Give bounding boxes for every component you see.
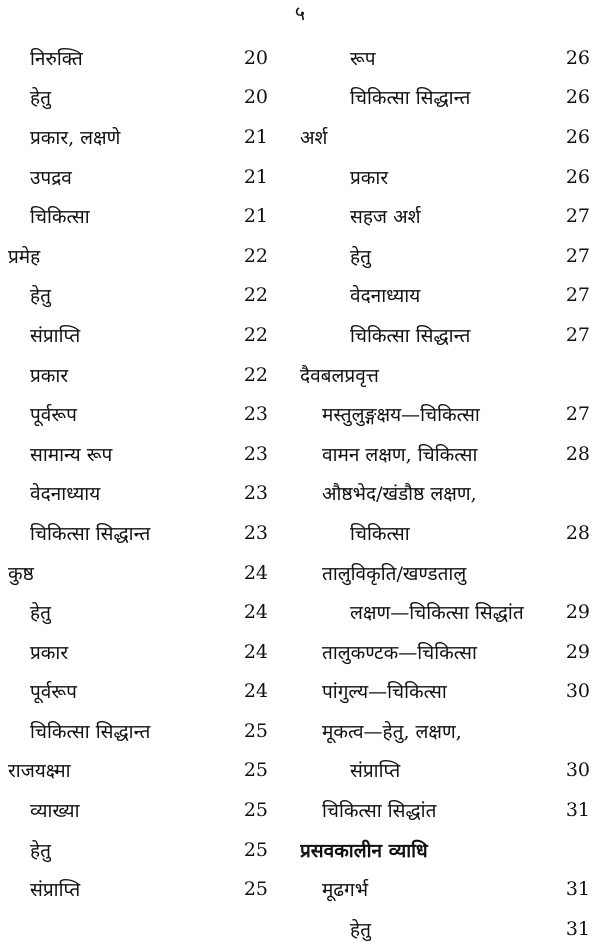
toc-entry: [300, 592, 590, 632]
toc-entry-page: 30: [565, 680, 590, 703]
toc-entry: [300, 355, 590, 395]
toc-entry: [300, 632, 590, 672]
toc-entry: [300, 196, 590, 236]
toc-entry-page: 24: [243, 640, 268, 663]
toc-entry-label: हेतु: [350, 245, 371, 268]
toc-entry-page: 27: [565, 403, 590, 426]
toc-entry-label: चिकित्सा सिद्धान्त: [350, 324, 471, 347]
toc-entry-page: 23: [243, 482, 268, 505]
toc-entry: [8, 474, 270, 514]
toc-entry-page: 24: [243, 680, 268, 703]
toc-entry-label: कुष्ठ: [8, 562, 34, 585]
toc-entry-label: मस्तुलुङ्गक्षय—चिकित्सा: [322, 404, 480, 427]
toc-entry: [8, 236, 270, 276]
toc-entry-label: हेतु: [30, 839, 51, 862]
toc-entry-label: संप्राप्ति: [30, 324, 81, 347]
toc-entry: [8, 672, 270, 712]
toc-entry-label: अर्श: [300, 126, 328, 149]
toc-right-column: [300, 38, 590, 949]
toc-entry: [300, 830, 590, 870]
toc-entry-label: सामान्य रूप: [30, 443, 113, 466]
toc-entry: [8, 592, 270, 632]
toc-entry-page: 25: [243, 759, 268, 782]
toc-entry-label: दैवबलप्रवृत्त: [300, 364, 379, 387]
toc-entry: [300, 157, 590, 197]
toc-entry-label: चिकित्सा: [30, 206, 90, 229]
toc-entry-page: 20: [243, 86, 268, 109]
toc-entry-page: 27: [565, 244, 590, 267]
toc-entry-label: वेदनाध्याय: [30, 483, 101, 506]
toc-entry: [8, 196, 270, 236]
toc-entry-label: रूप: [350, 47, 376, 70]
toc-entry-label: प्रकार: [30, 641, 69, 664]
toc-entry-label: पूर्वरूप: [30, 681, 77, 704]
toc-entry: [8, 830, 270, 870]
toc-entry-label: चिकित्सा सिद्धान्त: [350, 87, 471, 110]
toc-entry: [8, 434, 270, 474]
toc-entry-page: 20: [243, 46, 268, 69]
toc-entry-label: हेतु: [30, 87, 51, 110]
toc-entry: [8, 711, 270, 751]
toc-entry-label: उपद्रव: [30, 166, 72, 189]
toc-entry-page: 26: [565, 125, 590, 148]
toc-entry-page: 26: [565, 46, 590, 69]
toc-left-column: [8, 38, 270, 909]
toc-entry-page: 22: [243, 244, 268, 267]
toc-entry-page: 27: [565, 205, 590, 228]
toc-entry-page: 22: [243, 284, 268, 307]
toc-entry: [8, 315, 270, 355]
toc-entry-label: मूढगर्भ: [322, 879, 369, 902]
toc-entry-page: 28: [565, 521, 590, 544]
toc-entry: [300, 672, 590, 712]
toc-entry: [300, 394, 590, 434]
toc-entry: [8, 355, 270, 395]
toc-entry-label: चिकित्सा सिद्धान्त: [30, 522, 151, 545]
toc-entry-page: 24: [243, 561, 268, 584]
toc-entry-page: 25: [243, 719, 268, 742]
page-number: ५: [294, 1, 306, 25]
toc-entry-page: 28: [565, 442, 590, 465]
toc-entry: [300, 276, 590, 316]
toc-entry-label: चिकित्सा सिद्धान्त: [30, 720, 151, 743]
toc-entry-page: 23: [243, 442, 268, 465]
toc-entry: [300, 513, 590, 553]
toc-entry-page: 21: [243, 165, 268, 188]
toc-entry: [8, 751, 270, 791]
toc-entry: [300, 38, 590, 78]
toc-entry: [300, 869, 590, 909]
toc-entry-page: 21: [243, 125, 268, 148]
toc-entry-label: चिकित्सा: [350, 522, 410, 545]
toc-entry-page: 31: [565, 917, 590, 940]
toc-entry: [300, 117, 590, 157]
toc-entry-label: वेदनाध्याय: [350, 285, 421, 308]
toc-entry-label: सहज अर्श: [350, 206, 421, 229]
toc-entry: [8, 632, 270, 672]
toc-entry-page: 25: [243, 838, 268, 861]
toc-entry: [8, 869, 270, 909]
toc-entry-page: 22: [243, 323, 268, 346]
toc-entry-label: तालुविकृति/खण्डतालु: [322, 562, 467, 585]
toc-entry-page: 26: [565, 86, 590, 109]
toc-entry: [300, 315, 590, 355]
toc-entry-page: 23: [243, 521, 268, 544]
toc-entry-label: औष्ठभेद/खंडौष्ठ लक्षण,: [322, 483, 477, 506]
toc-entry-label: राजयक्ष्मा: [8, 760, 71, 783]
toc-entry-page: 25: [243, 799, 268, 822]
toc-entry: [300, 434, 590, 474]
toc-entry-page: 26: [565, 165, 590, 188]
toc-entry-label: संप्राप्ति: [30, 879, 81, 902]
toc-entry: [8, 78, 270, 118]
toc-entry-label: तालुकण्टक—चिकित्सा: [322, 641, 477, 664]
toc-entry-label: हेतु: [30, 602, 51, 625]
toc-entry-label: प्रकार, लक्षणे: [30, 126, 121, 149]
toc-entry-page: 27: [565, 284, 590, 307]
toc-entry: [8, 513, 270, 553]
toc-entry: [300, 474, 590, 514]
toc-entry-label: मूकत्व—हेतु, लक्षण,: [322, 720, 462, 743]
toc-entry: [300, 553, 590, 593]
toc-entry: [8, 276, 270, 316]
toc-entry-label: हेतु: [350, 918, 371, 941]
toc-entry-page: 29: [565, 601, 590, 624]
toc-entry-page: 31: [565, 878, 590, 901]
toc-entry-page: 31: [565, 799, 590, 822]
toc-entry-label: चिकित्सा सिद्धांत: [322, 800, 437, 823]
toc-entry: [300, 790, 590, 830]
toc-entry-label: हेतु: [30, 285, 51, 308]
toc-entry: [8, 394, 270, 434]
toc-entry-page: 30: [565, 759, 590, 782]
toc-entry-page: 27: [565, 323, 590, 346]
toc-entry-page: 22: [243, 363, 268, 386]
toc-entry-label: प्रसवकालीन व्याधि: [300, 839, 428, 862]
toc-entry-label: पूर्वरूप: [30, 404, 77, 427]
toc-entry-page: 29: [565, 640, 590, 663]
toc-entry: [8, 553, 270, 593]
toc-entry-label: पांगुल्य—चिकित्सा: [322, 681, 447, 704]
toc-entry-page: 25: [243, 878, 268, 901]
toc-entry: [8, 157, 270, 197]
toc-entry-label: वामन लक्षण, चिकित्सा: [322, 443, 478, 466]
toc-entry-label: प्रकार: [350, 166, 389, 189]
toc-entry: [300, 909, 590, 949]
toc-entry-label: प्रकार: [30, 364, 69, 387]
toc-entry-page: 24: [243, 601, 268, 624]
toc-entry: [300, 711, 590, 751]
toc-entry: [8, 38, 270, 78]
toc-entry-page: 23: [243, 403, 268, 426]
toc-entry: [8, 117, 270, 157]
toc-entry-page: 21: [243, 205, 268, 228]
toc-entry-label: निरुक्ति: [30, 47, 83, 70]
toc-entry-label: प्रमेह: [8, 245, 41, 268]
toc-entry: [300, 236, 590, 276]
toc-entry-label: संप्राप्ति: [350, 760, 401, 783]
toc-entry-label: लक्षण—चिकित्सा सिद्धांत: [350, 602, 524, 625]
toc-entry: [300, 751, 590, 791]
toc-entry-label: व्याख्या: [30, 800, 80, 823]
toc-entry: [8, 790, 270, 830]
toc-entry: [300, 78, 590, 118]
